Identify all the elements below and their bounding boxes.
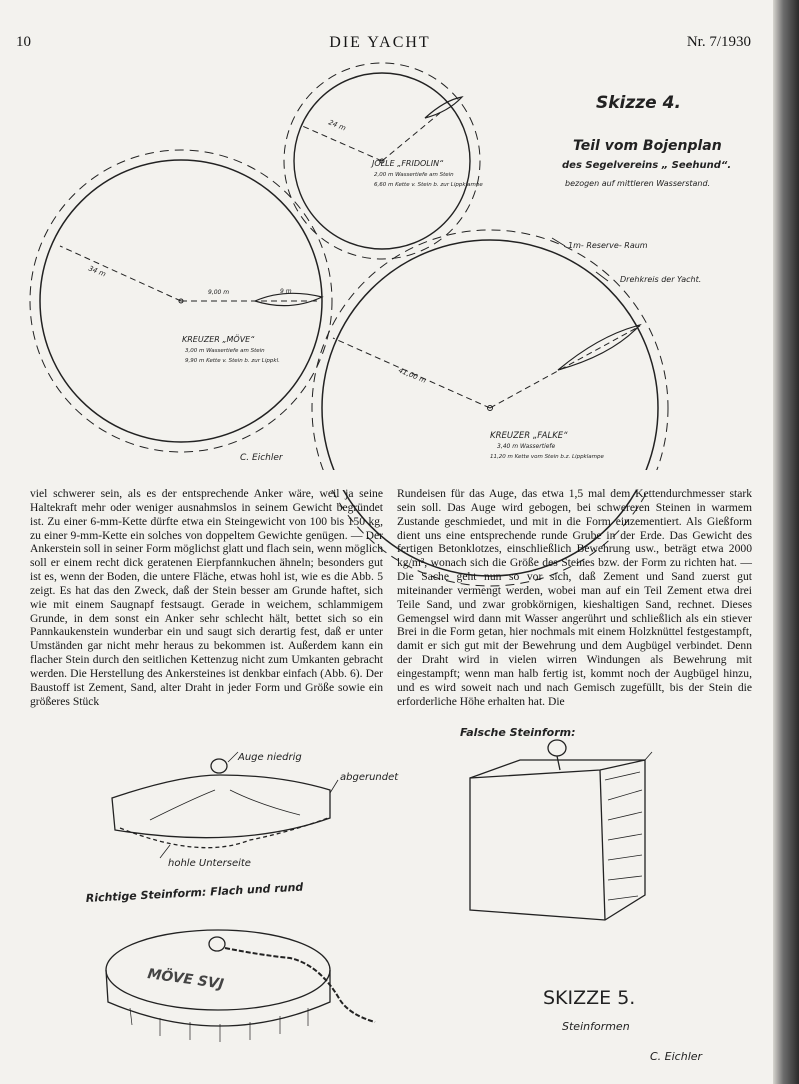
- sketch4-title: Skizze 4.: [596, 93, 681, 113]
- page-number: 10: [16, 34, 31, 50]
- sketch5-signature: C. Eichler: [650, 1050, 703, 1063]
- issue-number: Nr. 7/1930: [686, 34, 751, 50]
- journal-title: DIE YACHT: [329, 34, 431, 51]
- sketch4-subtitle-3: bezogen auf mittleren Wasserstand.: [565, 179, 711, 188]
- falke-name: KREUZER „FALKE“: [490, 431, 568, 441]
- eye-ring-icon: [211, 759, 227, 773]
- falke-chain-line: [490, 326, 640, 408]
- falke-dim-label: 41,00 m: [397, 366, 428, 385]
- sketch4-subtitle-1: Teil vom Bojenplan: [573, 138, 722, 154]
- falke-depth: 3,40 m Wassertiefe: [497, 443, 556, 450]
- falke-boat-icon: [558, 325, 640, 370]
- sketch4-subtitle-2: des Segelvereins „ Seehund“.: [562, 160, 732, 171]
- moewe-chain: 9,90 m Kette v. Stein b. zur Lippkl.: [185, 358, 280, 364]
- eye-low-label: Auge niedrig: [238, 752, 302, 763]
- moewe-depth: 3,00 m Wassertiefe am Stein: [185, 348, 265, 354]
- swing-circle-label: Drehkreis der Yacht.: [620, 275, 702, 284]
- jolle-chain-line: [382, 113, 440, 161]
- jolle-dim-label: 24 m: [327, 118, 347, 133]
- rounded-label: abgerundet: [340, 772, 399, 783]
- body-text-left-column: [30, 487, 383, 709]
- jolle-chain: 6,60 m Kette v. Stein b. zur Lippklampe: [374, 182, 483, 188]
- chain-icon: [225, 948, 375, 1022]
- body-paragraph-left: viel schwerer sein, als es der entsprechende Anker wäre, weil ja seine Haltekraft mehr oder weniger ausnahmslos in seinem Gewicht begründet ist. Zu einer 6-mm-Kette dürfte etwa ein Steingewicht von 100 bis 150 kg, zu einer 9-mm-Kette ein solches von doppeltem Gewichte genügen. — Der Ankerstein soll in seiner Form möglichst glatt und flach sein, wenn möglich soll er einem recht dick geratenen Eierpfannkuchen ähneln; besonders gut ist es, wenn der Boden, die untere Fläche, etwas hohl ist, wie es die Abb. 5 zeigt. Es hat das den Zweck, daß der Stein besser am Grunde haftet, sich wie mit einem Saugnapf festsaugt. Gerade in weichem, schlammigem Grunde, in dem sonst ein Anker sehr schlecht hält, bettet sich so ein Pannkaukenstein wunderbar ein und saugt sich derartig fest, daß er unter Umständen gar nicht mehr heraus zu bekommen ist. Außerdem kann ein flacher Stein durch den seitlichen Kettenzug nicht zum Umkanten gebracht werden. Die Herstellung des Ankersteines ist denkbar einfach (Abb. 6). Der Baustoff ist Zement, Sand, alter Draht in jeder Form und Größe sowie ein größeres Stück: [30, 487, 383, 708]
- body-text-right-column: [397, 487, 752, 709]
- jolle-depth: 2,00 m Wassertiefe am Stein: [374, 172, 454, 178]
- correct-shape-label: Richtige Steinform: Flach und rund: [85, 880, 304, 905]
- falke-chain: 11,20 m Kette vom Stein b.z. Lippklampe: [490, 454, 604, 460]
- moewe-radius-line: [60, 246, 181, 301]
- hollow-bottom-label: hohle Unterseite: [168, 858, 251, 869]
- stone-inscription: MÖVE SVJ: [146, 966, 225, 993]
- moewe-dim-label-1: 34 m: [87, 264, 107, 279]
- sketch5-subtitle: Steinformen: [562, 1020, 630, 1033]
- round-stone-top: [106, 930, 330, 1010]
- sketch4-signature: C. Eichler: [240, 453, 283, 463]
- moewe-dim-label-2: 9,00 m: [208, 289, 230, 296]
- cube-eye-ring-icon: [548, 740, 566, 756]
- moewe-boat-icon: [255, 293, 322, 305]
- moewe-name: KREUZER „MÖVE“: [182, 335, 255, 344]
- jolle-name: JOLLE „FRIDOLIN“: [372, 159, 444, 168]
- wrong-stone-shape-drawing: [470, 740, 652, 920]
- body-paragraph-right: Rundeisen für das Auge, das etwa 1,5 mal dem Kettendurchmesser stark sein soll. Das Auge wird gebogen, bei schwereren Steinen in warmem Zustande geschmiedet, und mit in die Form einzementiert. Als Gießform dient uns eine entsprechende runde Grube in der Erde. Das Gewicht des fertigen Betonklotzes, einschließlich Bewehrung usw., beträgt etwa 2000 kg/m³, wonach sich die Größe des Steines bzw. der Form zu richten hat. — Die Sache geht nun so vor sich, daß Zement und Sand zuerst gut miteinander vermengt werden, wobei man auf ein Teil Zement etwa drei Teile Sand, und zwar grobkörnigen, kieshaltigen Sand, rechnet. Dieses Gemengsel wird dann mit Wasser angerührt und schließlich als ein stiever Brei in die Form getan, hier nochmals mit einem Holzknüttel festgestampft, damit er sich gut mit der Bewehrung und dem Augbügel verbindet. Denn der Draht wird in vielen wirren Windungen als Bewehrung mit eingestampft; wenn man halb fertig ist, kommt noch der Augbügel hinzu, und es wird soweit nach und nach Gemisch zugefüllt, bis der Stein die erforderliche Höhe erhalten hat. Die: [397, 487, 752, 708]
- wrong-shape-label: Falsche Steinform:: [460, 726, 576, 739]
- reserve-space-label: 1m- Reserve- Raum: [568, 241, 648, 250]
- moewe-dim-label-3: 9 m: [280, 288, 292, 295]
- sketch5-title: SKIZZE 5.: [543, 987, 636, 1009]
- cube-stone: [470, 760, 645, 920]
